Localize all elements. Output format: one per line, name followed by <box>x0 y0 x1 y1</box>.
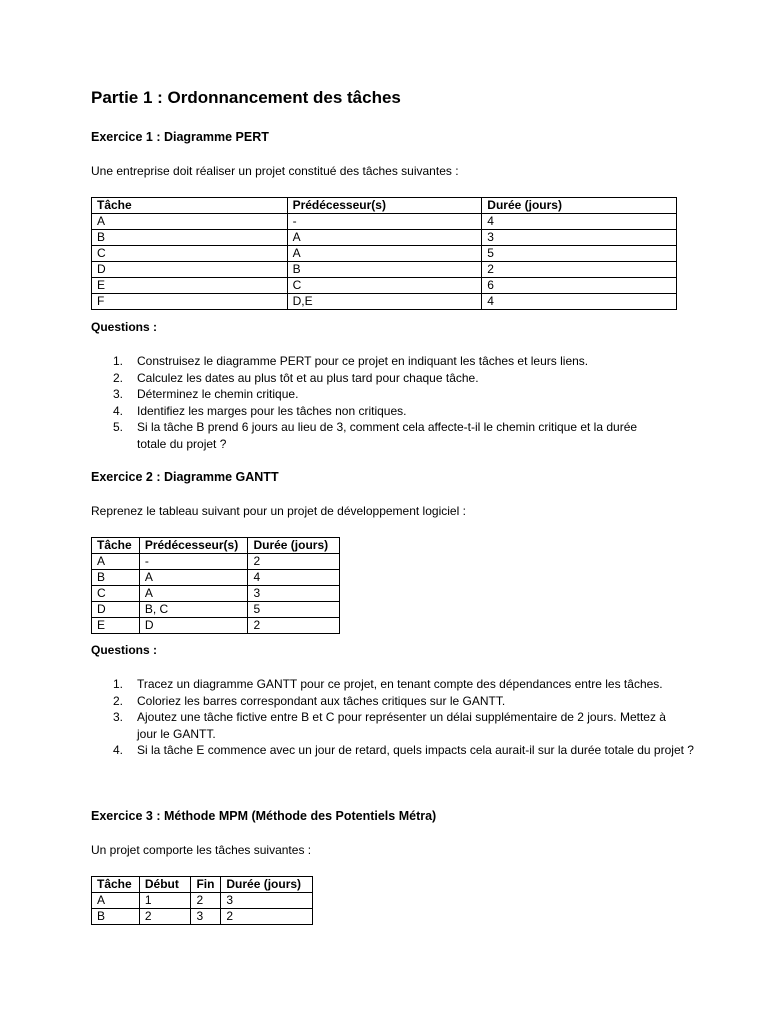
list-item-text: Ajoutez une tâche fictive entre B et C pour représenter un délai supplémentaire de 2 jours. Mettez à jour le GANTT. <box>137 710 666 741</box>
list-item-text: Construisez le diagramme PERT pour ce projet en indiquant les tâches et leurs liens. <box>137 354 589 368</box>
list-item-number: 3. <box>113 387 124 401</box>
table-header-cell: Durée (jours) <box>221 877 313 893</box>
table-cell: 5 <box>482 246 677 262</box>
table-cell: 4 <box>248 570 340 586</box>
list-item-number: 4. <box>113 743 124 757</box>
table-header-cell: Prédécesseur(s) <box>139 538 248 554</box>
table-cell: A <box>287 230 482 246</box>
table-header-cell: Début <box>139 877 191 893</box>
table-cell: 1 <box>139 893 191 909</box>
table-cell: C <box>92 586 140 602</box>
table-header-row <box>92 198 677 214</box>
table-row <box>92 893 313 909</box>
list-item-text: Identifiez les marges pour les tâches non critiques. <box>137 403 407 418</box>
table-cell: 3 <box>191 909 221 925</box>
table-cell: A <box>287 246 482 262</box>
table-cell: B <box>92 909 140 925</box>
table-row <box>92 554 340 570</box>
list-item <box>91 353 681 370</box>
table-header-cell: Tâche <box>92 538 140 554</box>
list-item-text: Coloriez les barres correspondant aux tâches critiques sur le GANTT. <box>137 693 506 708</box>
table-row <box>92 230 677 246</box>
exercise-1-questions-label: Questions : <box>91 320 158 334</box>
table-cell: 2 <box>248 554 340 570</box>
list-item-number: 1. <box>113 354 124 368</box>
table-row <box>92 909 313 925</box>
list-item-number: 1. <box>113 677 124 691</box>
table-row <box>92 602 340 618</box>
table-cell: F <box>92 294 288 310</box>
exercise-1-title: Exercice 1 : Diagramme PERT <box>91 130 269 144</box>
table-row <box>92 278 677 294</box>
table-header-cell: Tâche <box>92 198 288 214</box>
list-item <box>91 419 667 452</box>
table-cell: 2 <box>482 262 677 278</box>
table-cell: D,E <box>287 294 482 310</box>
table-cell: 4 <box>482 214 677 230</box>
pert-task-table <box>91 197 677 310</box>
exercise-2-question-list <box>91 676 694 759</box>
table-row <box>92 262 677 278</box>
table-cell: B <box>92 570 140 586</box>
table-cell: 3 <box>482 230 677 246</box>
table-cell: B <box>287 262 482 278</box>
table-header-cell: Tâche <box>92 877 140 893</box>
table-cell: 4 <box>482 294 677 310</box>
table-row <box>92 246 677 262</box>
table-cell: 6 <box>482 278 677 294</box>
list-item <box>91 403 681 420</box>
list-item-text: Déterminez le chemin critique. <box>137 387 299 401</box>
list-item-number: 2. <box>113 370 124 385</box>
list-item <box>91 742 707 759</box>
table-cell: 2 <box>139 909 191 925</box>
list-item-number: 2. <box>113 693 124 708</box>
table-cell: D <box>92 602 140 618</box>
exercise-1-question-list <box>91 353 681 452</box>
table-row <box>92 586 340 602</box>
table-cell: D <box>139 618 248 634</box>
table-cell: A <box>92 554 140 570</box>
list-item <box>91 709 667 742</box>
table-row <box>92 618 340 634</box>
list-item-text: Si la tâche E commence avec un jour de retard, quels impacts cela aurait-il sur la durée totale du projet ? <box>137 743 694 757</box>
table-cell: 2 <box>221 909 313 925</box>
exercise-3-intro: Un projet comporte les tâches suivantes : <box>91 843 312 857</box>
list-item-number: 5. <box>113 420 124 434</box>
list-item <box>91 386 681 403</box>
table-cell: D <box>92 262 288 278</box>
exercise-2-title: Exercice 2 : Diagramme GANTT <box>91 470 279 484</box>
list-item <box>91 676 667 693</box>
table-header-cell: Fin <box>191 877 221 893</box>
table-cell: B, C <box>139 602 248 618</box>
exercise-1-intro: Une entreprise doit réaliser un projet constitué des tâches suivantes : <box>91 164 459 178</box>
table-row <box>92 294 677 310</box>
table-cell: 3 <box>221 893 313 909</box>
table-cell: E <box>92 278 288 294</box>
list-item-text: Si la tâche B prend 6 jours au lieu de 3, comment cela affecte-t-il le chemin critique et la durée totale du projet ? <box>137 420 638 451</box>
table-cell: A <box>139 570 248 586</box>
exercise-2-intro: Reprenez le tableau suivant pour un projet de développement logiciel : <box>91 504 466 518</box>
table-cell: C <box>92 246 288 262</box>
gantt-task-table <box>91 537 340 634</box>
table-header-row <box>92 877 313 893</box>
table-cell: A <box>139 586 248 602</box>
table-cell: - <box>287 214 482 230</box>
table-cell: C <box>287 278 482 294</box>
list-item-number: 4. <box>113 403 124 418</box>
table-row <box>92 570 340 586</box>
table-header-cell: Prédécesseur(s) <box>287 198 482 214</box>
table-cell: 3 <box>248 586 340 602</box>
list-item-text: Calculez les dates au plus tôt et au plus tard pour chaque tâche. <box>137 370 479 385</box>
table-cell: 2 <box>248 618 340 634</box>
exercise-3-title: Exercice 3 : Méthode MPM (Méthode des Potentiels Métra) <box>91 809 437 823</box>
exercise-2-questions-label: Questions : <box>91 643 158 657</box>
table-cell: 2 <box>191 893 221 909</box>
table-cell: B <box>92 230 288 246</box>
list-item-number: 3. <box>113 710 124 724</box>
mpm-task-table <box>91 876 313 925</box>
list-item <box>91 693 681 710</box>
table-row <box>92 214 677 230</box>
list-item-text: Tracez un diagramme GANTT pour ce projet, en tenant compte des dépendances entre les tâches. <box>137 677 663 691</box>
table-cell: E <box>92 618 140 634</box>
table-cell: A <box>92 893 140 909</box>
table-header-cell: Durée (jours) <box>248 538 340 554</box>
table-header-row <box>92 538 340 554</box>
table-header-cell: Durée (jours) <box>482 198 677 214</box>
part-title: Partie 1 : Ordonnancement des tâches <box>91 88 401 107</box>
list-item <box>91 370 681 387</box>
table-cell: 5 <box>248 602 340 618</box>
table-cell: A <box>92 214 288 230</box>
table-cell: - <box>139 554 248 570</box>
